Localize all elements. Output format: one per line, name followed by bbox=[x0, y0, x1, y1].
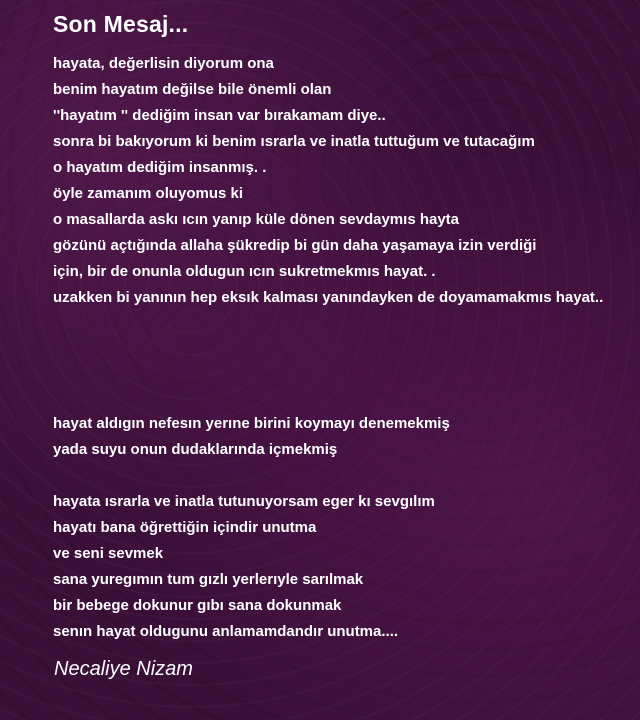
poem-title: Son Mesaj... bbox=[53, 11, 189, 37]
poem-line: o masallarda askı ıcın yanıp küle dönen sevdaymıs hayta bbox=[53, 211, 460, 228]
poem-line: hayata ısrarla ve inatla tutunuyorsam eger kı sevgılım bbox=[53, 493, 435, 510]
stanza-1 bbox=[53, 51, 603, 311]
poem-line: bir bebege dokunur gıbı sana dokunmak bbox=[53, 597, 342, 614]
poem-line: gözünü açtığında allaha şükredip bi gün daha yaşamaya izin verdiği bbox=[53, 237, 537, 254]
poem-line: hayat aldıgın nefesın yerıne birini koymayı denemekmiş bbox=[53, 415, 450, 432]
poem-line: için, bir de onunla oldugun ıcın sukretmekmıs hayat. . bbox=[53, 263, 436, 280]
poem-line: öyle zamanım oluyomus ki bbox=[53, 185, 244, 202]
poem-line: hayata, değerlisin diyorum ona bbox=[53, 55, 274, 72]
poem-line: sonra bi bakıyorum ki benim ısrarla ve inatla tuttuğum ve tutacağım bbox=[53, 133, 535, 150]
stanza-3 bbox=[53, 489, 435, 645]
poem-line: uzakken bi yanının hep eksık kalması yanındayken de doyamamakmıs hayat.. bbox=[53, 289, 604, 306]
poem-author: Necaliye Nizam bbox=[54, 658, 193, 680]
poem-line: senın hayat oldugunu anlamamdandır unutma.... bbox=[53, 623, 399, 640]
poem-line: benim hayatım değilse bile önemli olan bbox=[53, 81, 332, 98]
poem-line: ve seni sevmek bbox=[53, 545, 164, 562]
poem-line: sana yuregımın tum gızlı yerlerıyle sarılmak bbox=[53, 571, 364, 588]
poem-line: yada suyu onun dudaklarında içmekmiş bbox=[53, 441, 338, 458]
stanza-2 bbox=[53, 411, 450, 463]
poem-line: o hayatım dediğim insanmış. . bbox=[53, 159, 267, 176]
poem-line: hayatı bana öğrettiğin içindir unutma bbox=[53, 519, 317, 536]
poem-line: ''hayatım '' dediğim insan var bırakamam diye.. bbox=[53, 107, 386, 124]
